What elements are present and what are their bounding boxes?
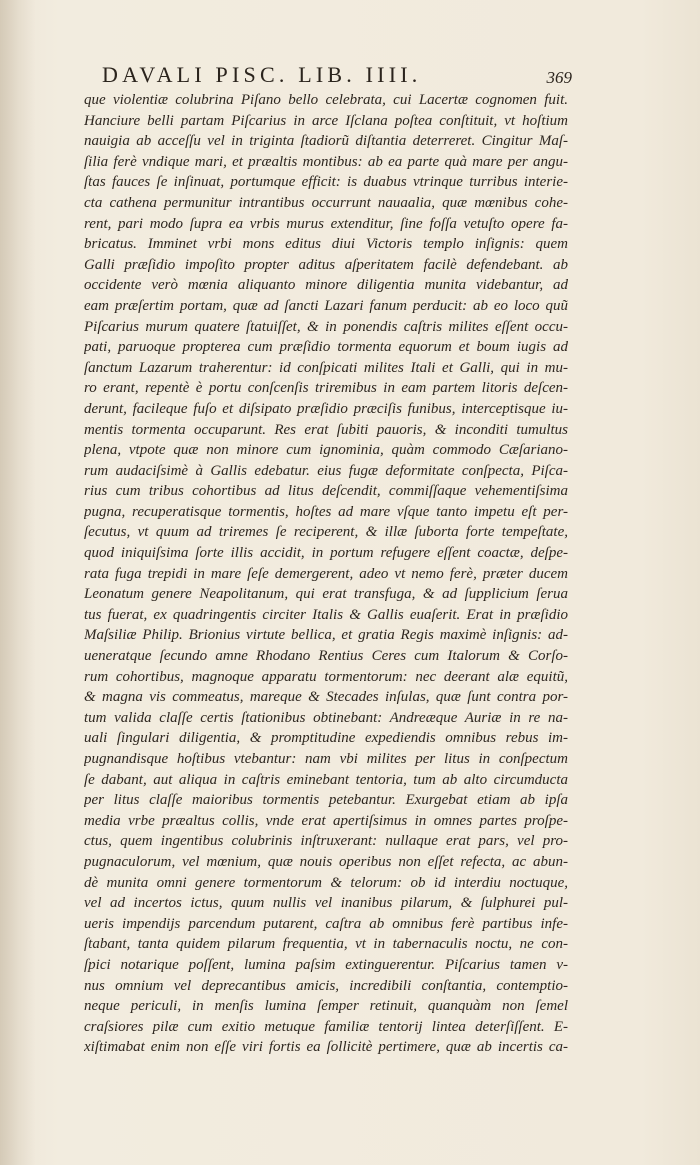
text-line: ſtas fauces ſe inſinuat, portumque efficit: is duabus vtrinque turribus interie- <box>84 174 568 191</box>
text-line: ueris impendijs parcendum putarent, caſtra ab omnibus ferè partibus infe- <box>84 915 568 932</box>
text-line: ueneratque ſecundo amne Rhodano Rentius Ceres cum Italorum & Corſo- <box>84 648 568 665</box>
text-line: per litus claſſe maioribus tormentis petebantur. Exurgebat etiam ab ipſa <box>84 792 568 809</box>
text-line: derunt, facileque fuſo et diſsipato præſidio præciſis funibus, interceptisque iu- <box>84 400 568 417</box>
text-line: Hanciure belli partam Piſcarius in arce Iſclana poſtea conſtituit, vt hoſtium <box>84 112 568 129</box>
text-line: uali ſingulari diligentia, & promptitudine expediendis omnibus rebus im- <box>84 730 568 747</box>
text-line: pugnandisque hoſtibus vtebantur: nam vbi milites per litus in conſpectum <box>84 751 568 767</box>
text-line: media vrbe præaltus collis, vnde erat apertiſsimus in omnes partes proſpe- <box>84 812 568 829</box>
text-line: occidente verò mœnia aliquanto minore diligentia munita videbantur, ad <box>84 277 568 294</box>
page-number: 369 <box>546 68 572 87</box>
text-line: plena, vtpote quæ non minore cum ignominia, quàm commodo Cæſariano- <box>84 442 568 459</box>
text-line: ſpici notarique poſſent, lumina paſsim extinguerentur. Piſcarius tamen v- <box>84 956 568 973</box>
text-line: ro erant, repentè è portu conſcenſis triremibus in eam partem litoris deſcen- <box>84 380 568 397</box>
text-line: cta cathena permunitur intrantibus occurrunt nauaalia, quæ mœnibus cohe- <box>84 194 568 211</box>
text-line: rent, pari modo ſupra ea vrbis murus extenditur, ſine foſſa vetuſto opere fa- <box>84 215 568 232</box>
page-gutter-shadow <box>0 0 36 1165</box>
text-line: rum cohortibus, magnoque apparatu tormentorum: nec deerant alæ equitũ, <box>84 668 568 685</box>
text-line: Galli præſidio impoſito propter aditus aſperitatem facilè defendebant. ab <box>84 256 568 273</box>
body-text <box>84 90 568 1058</box>
text-line: nus omnium vel deprecantibus amicis, incredibili conſtantia, contemptio- <box>84 977 568 994</box>
text-line: ſecutus, vt quum ad triremes ſe reciperent, & illæ ſuborta forte tempeſtate, <box>84 524 568 541</box>
text-line: mentis tormenta occuparunt. Res erat ſubiti pauoris, & inconditi tumultus <box>84 421 568 438</box>
text-line: bricatus. Imminet vrbi mons editus diui Victoris templo inſignis: quem <box>84 236 568 253</box>
text-line: ſe dabant, aut aliqua in caſtris eminebant tentoria, tum ab alto circumducta <box>84 771 568 788</box>
text-line: tum valida claſſe certis ſtationibus obtinebant: Andreæque Auriæ in re na- <box>84 709 568 726</box>
text-line: xiſtimabat enim non eſſe viri fortis ea ſollicitè pertimere, quæ ab incertis ca- <box>84 1039 568 1056</box>
text-line: pugna, recuperatisque tormentis, hoſtes ad mare vſque tanto impetu eſt per- <box>84 503 568 520</box>
text-line: ſilia ferè vndique mari, et præaltis montibus: ab ea parte quà mare per angu- <box>84 153 568 170</box>
text-line: neque periculi, in menſis lumina ſemper retinuit, quanquàm non ſemel <box>84 998 568 1015</box>
text-line: eam præſertim portam, quæ ad ſancti Lazari fanum perducit: ab eo loco quũ <box>84 297 568 314</box>
text-line: ſtabant, tanta quidem pilarum frequentia, vt in tabernaculis noctu, ne con- <box>84 936 568 953</box>
text-line: rata fuga trepidi in mare ſeſe demergerent, adeo vt nemo ferè, præter ducem <box>84 565 568 582</box>
running-head <box>102 62 572 92</box>
text-line: nauigia ab acceſſu vel in triginta ſtadiorũ diſtantia deterreret. Cingitur Maſ- <box>84 133 568 150</box>
text-line: vel ad incertos ictus, quum nullis vel inanibus pilarum, & ſulphurei pul- <box>84 895 568 912</box>
text-line: & magna vis commeatus, mareque & Stecades inſulas, quæ ſunt contra por- <box>84 689 568 706</box>
text-line: pugnaculorum, vel mœnium, quæ nouis operibus non eſſet refecta, ac abun- <box>84 853 568 870</box>
text-line: craſsiores pilæ cum exitio metuque familiæ tentorij lintea deterſiſſent. E- <box>84 1018 568 1035</box>
text-line: Maſsiliæ Philip. Brionius virtute bellica, et gratia Regis maximè inſignis: ad- <box>84 627 568 644</box>
text-line: rius cum tribus cohortibus ad litus deſcendit, commiſſaque vehementiſsima <box>84 483 568 500</box>
text-line: dè munita omni genere tormentorum & telorum: ob id interdiu noctuque, <box>84 874 568 891</box>
text-line: quod iniquiſsima ſorte illis accidit, in portum refugere eſſent coactæ, deſpe- <box>84 545 568 562</box>
text-line: rum audaciſsimè à Gallis edebatur. eius fugæ deformitate conſpecta, Piſca- <box>84 462 568 479</box>
text-line: que violentiæ colubrina Piſano bello celebrata, cui Lacertæ cognomen fuit. <box>84 92 568 108</box>
text-line: Piſcarius murum quatere ſtatuiſſet, & in ponendis caſtris milites eſſent occu- <box>84 318 568 335</box>
text-line: tus fuerat, ex quadringentis circiter Italis & Gallis euaſerit. Erat in præſidio <box>84 606 568 623</box>
text-line: ſanctum Lazarum traherentur: id conſpicati milites Itali et Galli, qui in mu- <box>84 359 568 376</box>
running-title: DAVALI PISC. LIB. IIII. <box>102 62 422 87</box>
text-line: pati, paruoque propterea cum præſidio tormenta equorum et boum iugis ad <box>84 339 568 356</box>
text-line: Leonatum genere Neapolitanum, qui erat transfuga, & ad ſupplicium ſerua <box>84 586 568 603</box>
text-line: ctus, quem ingentibus colubrinis inſtruxerant: nullaque erat pars, vel pro- <box>84 833 568 850</box>
